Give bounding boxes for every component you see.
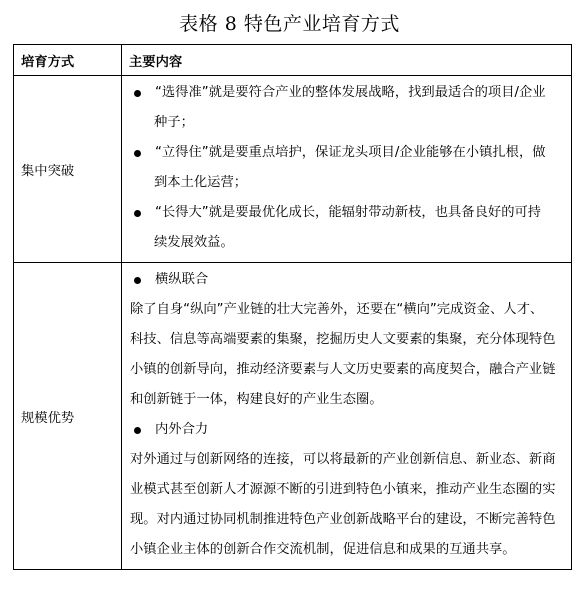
paragraph-line: 和创新链于一体，构建良好的产业生态圈。 bbox=[130, 392, 383, 407]
bullet-icon bbox=[134, 90, 141, 97]
bullet-icon bbox=[134, 150, 141, 157]
header-content: 主要内容 bbox=[122, 45, 572, 76]
table-header-row bbox=[14, 45, 572, 76]
list-item bbox=[130, 78, 563, 108]
list-item-heading: 横纵联合 bbox=[155, 272, 209, 287]
bullet-icon bbox=[134, 210, 141, 217]
list-item-heading: 内外合力 bbox=[155, 422, 209, 437]
bullet-icon bbox=[134, 277, 141, 284]
list-item-continuation: 种子； bbox=[154, 115, 194, 130]
row-label-scale-advantage: 规模优势 bbox=[14, 263, 122, 570]
list-item-continuation: 续发展效益。 bbox=[154, 235, 234, 250]
table-row bbox=[14, 263, 572, 570]
paragraph-line: 业模式甚至创新人才源源不断的引进到特色小镇来，推动产业生态圈的实 bbox=[130, 482, 556, 497]
table-row bbox=[14, 76, 572, 263]
list-item-text: “选得准”就是要符合产业的整体发展战略，找到最适合的项目/企业 bbox=[155, 85, 546, 100]
list-item bbox=[130, 415, 563, 445]
paragraph-line: 小镇企业主体的创新合作交流机制，促进信息和成果的互通共享。 bbox=[130, 542, 516, 557]
list-item-text: “长得大”就是要最优化成长，能辐射带动新枝，也具备良好的可持 bbox=[155, 205, 542, 220]
list-item bbox=[130, 198, 563, 228]
list-item bbox=[130, 265, 563, 295]
paragraph-line: 科技、信息等高端要素的集聚，挖掘历史人文要素的集聚，充分体现特色 bbox=[130, 332, 556, 347]
list-item-continuation: 到本土化运营； bbox=[154, 175, 248, 190]
paragraph-line: 小镇的创新导向，推动经济要素与人文历史要素的高度契合，融合产业链 bbox=[130, 362, 556, 377]
row-content-focused-breakthrough bbox=[122, 76, 572, 263]
row-label-focused-breakthrough: 集中突破 bbox=[14, 76, 122, 263]
bullet-icon bbox=[134, 427, 141, 434]
list-item bbox=[130, 138, 563, 168]
paragraph-line: 对外通过与创新网络的连接，可以将最新的产业创新信息、新业态、新商 bbox=[130, 452, 556, 467]
list-item-text: “立得住”就是要重点培护，保证龙头项目/企业能够在小镇扎根，做 bbox=[155, 145, 546, 160]
cultivation-methods-table bbox=[13, 44, 572, 570]
table-caption: 表格 8 特色产业培育方式 bbox=[179, 13, 400, 35]
header-method: 培育方式 bbox=[14, 45, 122, 76]
paragraph-line: 现。对内通过协同机制推进特色产业创新战略平台的建设，不断完善特色 bbox=[130, 512, 556, 527]
paragraph-line: 除了自身“纵向”产业链的壮大完善外，还要在“横向”完成资金、人才、 bbox=[130, 302, 544, 317]
row-content-scale-advantage bbox=[122, 263, 572, 570]
